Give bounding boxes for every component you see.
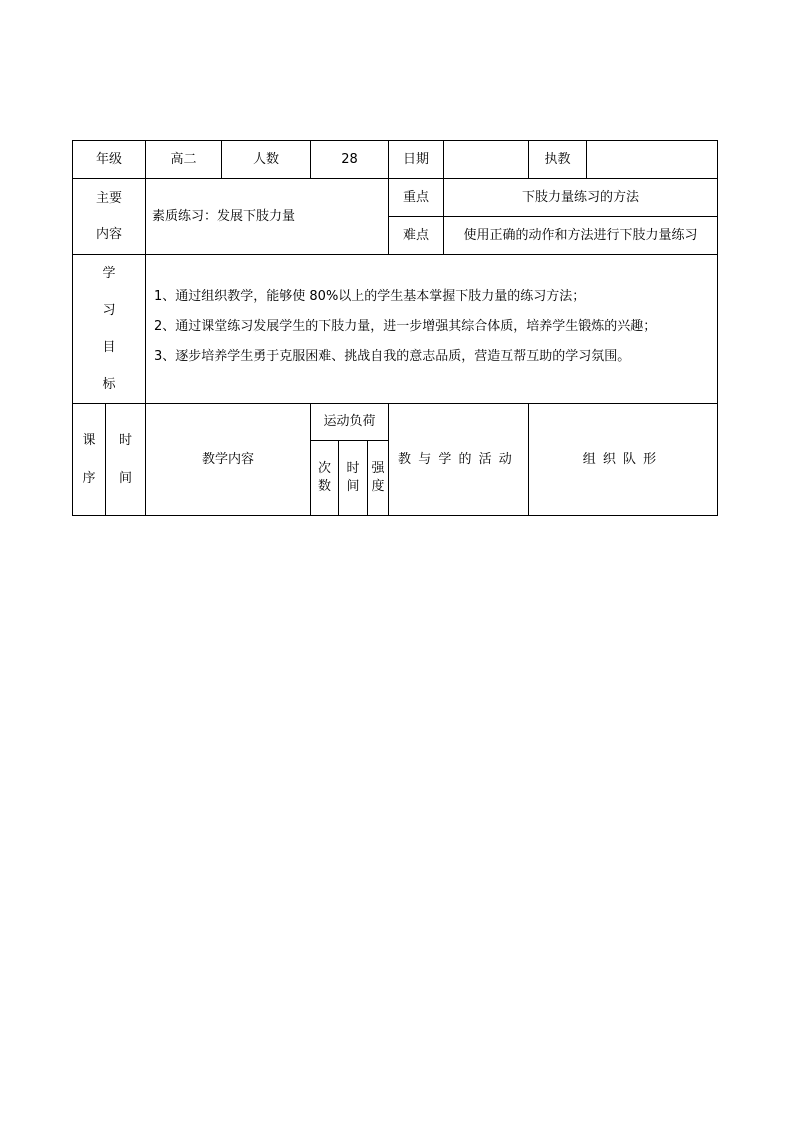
formation-header: 组织队形 xyxy=(529,404,718,516)
load-time-char: 时 xyxy=(346,461,360,476)
grade-value: 高二 xyxy=(146,141,222,179)
grade-label: 年级 xyxy=(73,141,146,179)
main-content-label xyxy=(73,179,146,255)
teaching-content-header: 教学内容 xyxy=(146,404,311,516)
goals-label xyxy=(73,255,146,404)
load-intensity-char: 强 xyxy=(371,461,385,476)
goals-label-char: 标 xyxy=(102,377,116,392)
header-row xyxy=(73,141,718,179)
time-header-char: 间 xyxy=(118,470,132,486)
lesson-plan-table xyxy=(72,140,718,516)
difficulty-value: 使用正确的动作和方法进行下肢力量练习 xyxy=(444,217,718,255)
goal-item: 3、逐步培养学生勇于克服困难、挑战自我的意志品质，营造互帮互助的学习氛围。 xyxy=(154,348,631,364)
goals-list xyxy=(146,255,718,404)
sequence-header-char: 课 xyxy=(82,432,96,448)
count-label: 人数 xyxy=(222,141,311,179)
focus-label: 重点 xyxy=(389,179,444,217)
sequence-header-char: 序 xyxy=(82,470,96,486)
count-value: 28 xyxy=(311,141,389,179)
load-intensity-header xyxy=(368,441,389,516)
schedule-header-row-top xyxy=(73,404,718,441)
activities-header: 教与学的活动 xyxy=(389,404,529,516)
main-content-label-line1: 主要 xyxy=(95,190,122,206)
goals-label-char: 习 xyxy=(102,303,116,318)
load-count-char: 次 xyxy=(317,461,331,476)
load-intensity-char: 度 xyxy=(371,479,385,494)
goal-item: 1、通过组织教学，能够使 80%以上的学生基本掌握下肢力量的练习方法； xyxy=(154,288,586,304)
load-header: 运动负荷 xyxy=(311,404,389,441)
main-content-value: 素质练习：发展下肢力量 xyxy=(146,179,389,255)
main-content-label-line2: 内容 xyxy=(95,226,122,242)
goal-item: 2、通过课堂练习发展学生的下肢力量，进一步增强其综合体质，培养学生锻炼的兴趣； xyxy=(154,318,657,334)
load-time-char: 间 xyxy=(346,479,360,494)
time-header-char: 时 xyxy=(118,432,132,448)
goals-label-char: 目 xyxy=(102,340,116,355)
load-time-header xyxy=(339,441,368,516)
teacher-label: 执教 xyxy=(529,141,587,179)
focus-row xyxy=(73,179,718,217)
sequence-header xyxy=(73,404,106,516)
time-header xyxy=(106,404,146,516)
focus-value: 下肢力量练习的方法 xyxy=(444,179,718,217)
load-count-char: 数 xyxy=(317,479,331,494)
date-value xyxy=(444,141,529,179)
goals-label-char: 学 xyxy=(102,266,116,281)
teacher-value xyxy=(587,141,718,179)
date-label: 日期 xyxy=(389,141,444,179)
load-count-header xyxy=(311,441,339,516)
difficulty-label: 难点 xyxy=(389,217,444,255)
goals-row xyxy=(73,255,718,404)
